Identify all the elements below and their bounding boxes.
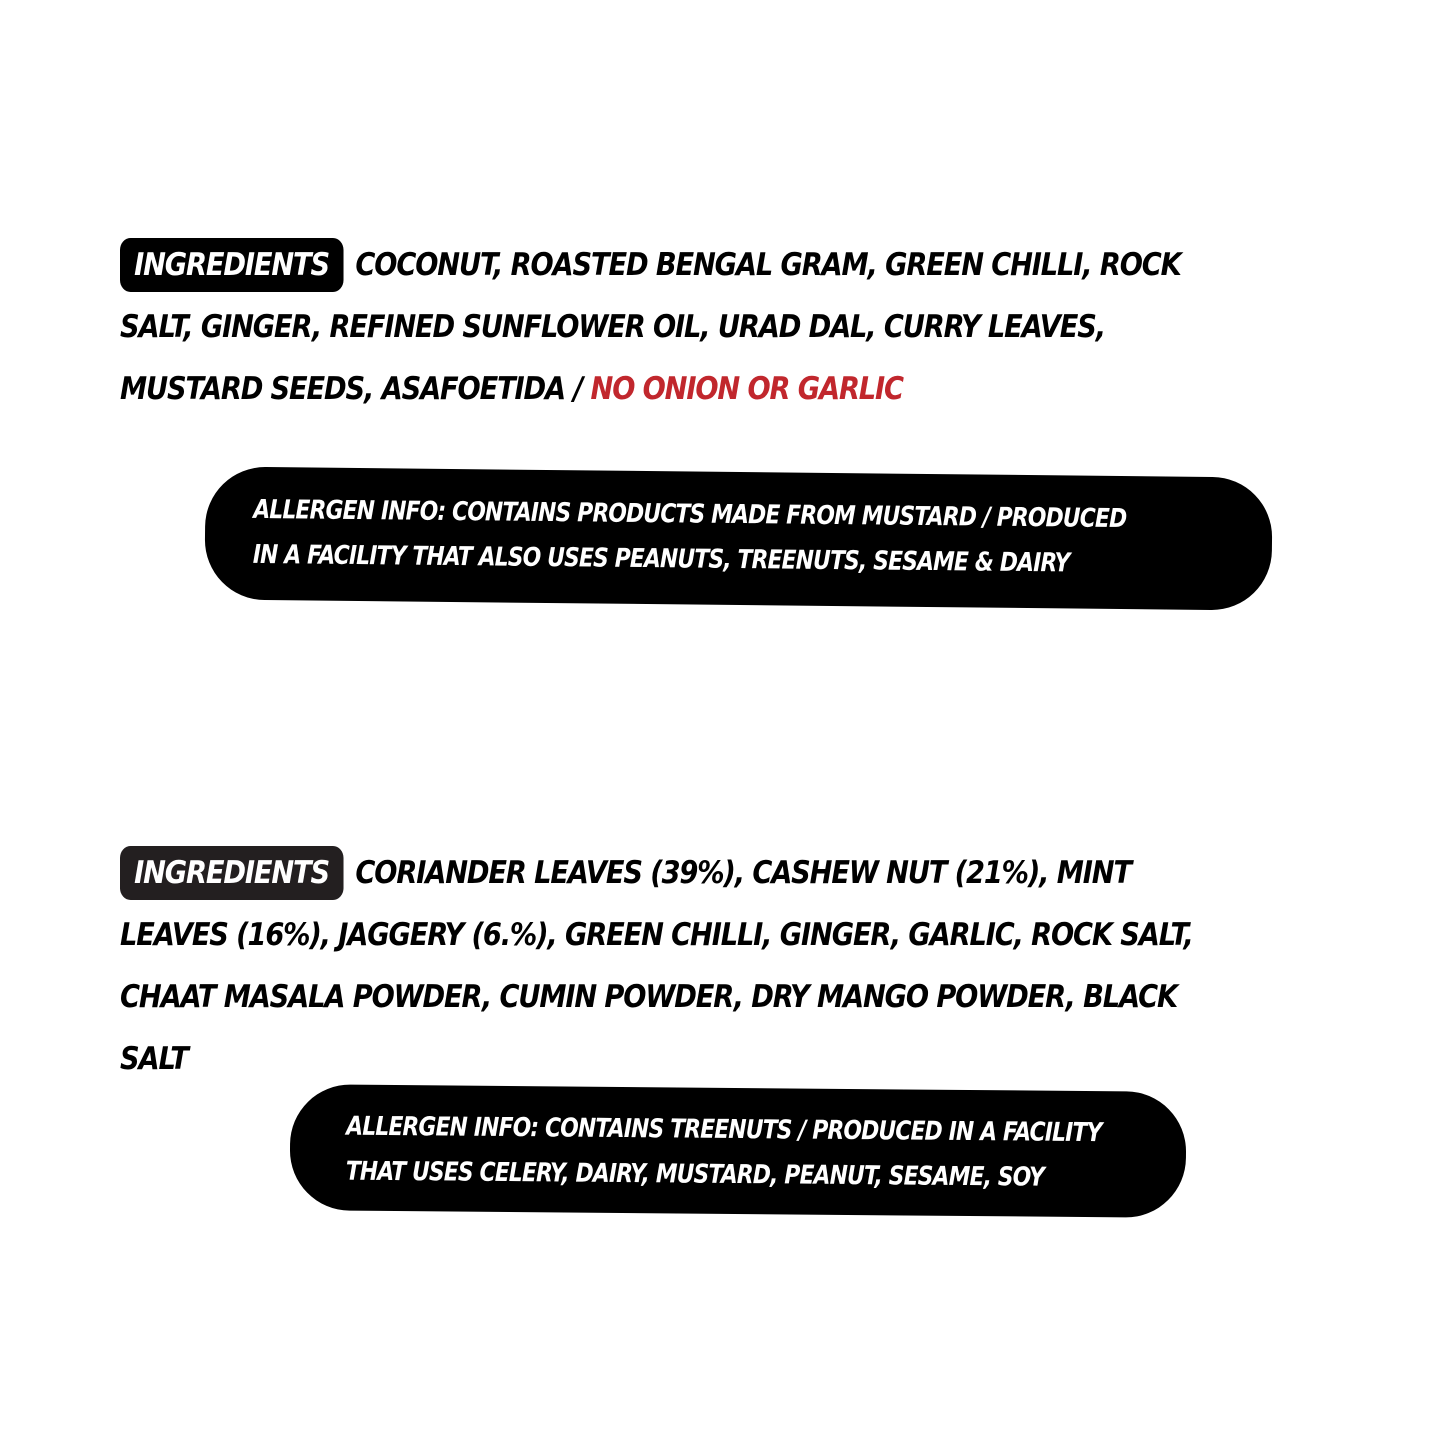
- ingredients-block-1: [120, 234, 1202, 420]
- allergen-info-badge-1: [204, 466, 1272, 610]
- allergen-line: THAT USES CELERY, DAIRY, MUSTARD, PEANUT, SESAME, SOY: [345, 1156, 1045, 1193]
- ingredients-block-2: [120, 842, 1202, 1090]
- no-onion-garlic-note: NO ONION OR GARLIC: [590, 371, 903, 407]
- ingredients-text: COCONUT, ROASTED BENGAL GRAM, GREEN CHILLI, ROCK SALT, GINGER, REFINED SUNFLOWER OIL, URAD DAL, CURRY LEAVES, MUSTARD SEEDS, ASAFOETIDA /: [120, 247, 1181, 407]
- ingredients-text: CORIANDER LEAVES (39%), CASHEW NUT (21%), MINT LEAVES (16%), JAGGERY (6.%), GREEN CHILLI, GINGER, GARLIC, ROCK SALT, CHAAT MASALA POWDER, CUMIN POWDER, DRY MANGO POWDER, BLACK SALT: [120, 855, 1193, 1077]
- allergen-line: ALLERGEN INFO: CONTAINS TREENUTS / PRODUCED IN A FACILITY: [346, 1111, 1102, 1149]
- ingredients-label: INGREDIENTS: [120, 238, 343, 292]
- allergen-line: IN A FACILITY THAT ALSO USES PEANUTS, TREENUTS, SESAME & DAIRY: [252, 539, 1070, 579]
- allergen-info-badge-2: [289, 1084, 1186, 1218]
- ingredients-label: INGREDIENTS: [120, 846, 343, 900]
- allergen-line: ALLERGEN INFO: CONTAINS PRODUCTS MADE FROM MUSTARD / PRODUCED: [253, 494, 1127, 535]
